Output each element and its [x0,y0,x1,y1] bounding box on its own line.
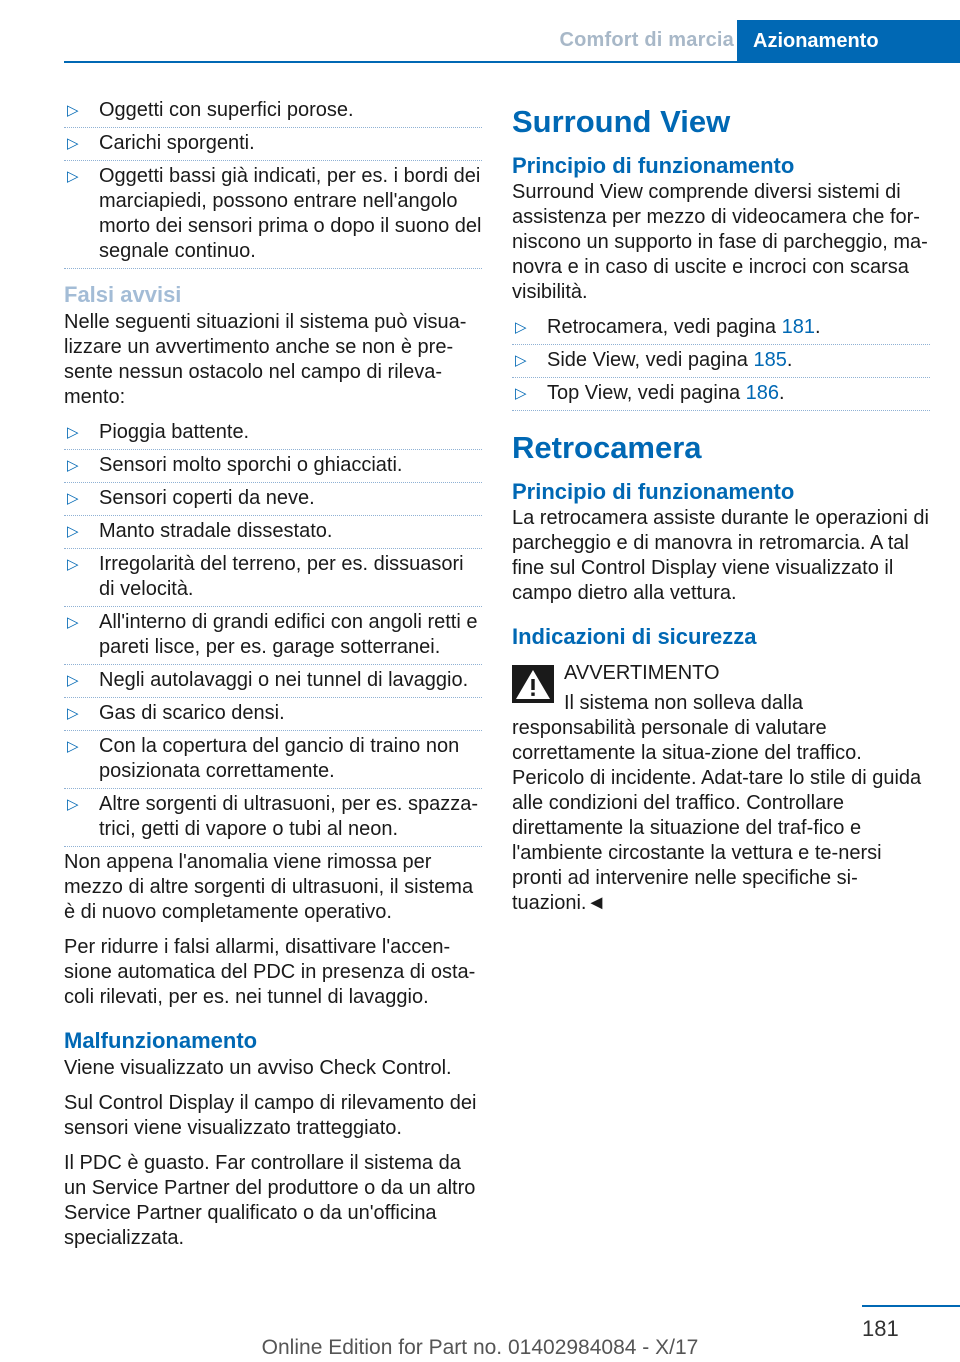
right-column [512,98,930,926]
item-separator [64,482,482,483]
list-item-end: . [786,349,793,371]
bullet-triangle-icon: ▷ [67,102,79,119]
item-separator [64,127,482,128]
list-item [64,610,482,660]
bullet-triangle-icon: ▷ [515,319,527,336]
list-item [64,453,482,478]
left-column [64,98,482,1261]
list-item-text: Oggetti con superfici porose. [99,99,354,121]
list-item-text: Retrocamera, vedi pagina [547,316,782,338]
warning-triangle-icon [512,665,554,703]
bullet-triangle-icon: ▷ [67,135,79,152]
list-item [64,701,482,726]
list-item-text: All'interno di grandi edifici con angoli retti e pareti lisce, per es. garage sotterranei. [99,611,478,658]
list-item-text: Side View, vedi pagina [547,349,754,371]
item-separator [64,268,482,269]
paragraph-restore: Non appena l'anomalia viene rimossa per mezzo di altre sorgenti di ultrasuoni, il sistema è di nuovo completamente operativo. [64,851,474,923]
heading-surround-view: Surround View [512,104,731,139]
page-reference-link[interactable]: 185 [753,349,787,371]
list-item [512,315,930,340]
malfunction-text-1: Viene visualizzato un avviso Check Control. [64,1057,452,1079]
list-item [64,668,482,693]
item-separator [64,606,482,607]
list-item [64,552,482,602]
list-item [64,519,482,544]
list-item-text: Irregolarità del terreno, per es. dissuasori di velocità. [99,553,464,600]
header-rule [64,61,960,63]
footer-rule [862,1305,960,1307]
list-item-text: Gas di scarico densi. [99,702,285,724]
list-item-text: Sensori molto sporchi o ghiacciati. [99,454,403,476]
list-item-end: . [814,316,821,338]
item-separator [64,548,482,549]
list-item [64,164,482,264]
header-section-title: Comfort di marcia [559,29,734,51]
list-item-text: Altre sorgenti di ultrasuoni, per es. spazza‐trici, getti di vapore o tubi al neon. [99,793,479,840]
bullet-triangle-icon: ▷ [67,796,79,813]
bullet-triangle-icon: ▷ [67,705,79,722]
list-item [64,98,482,123]
list-item-text: Top View, vedi pagina [547,382,746,404]
malfunction-text-2: Sul Control Display il campo di rilevamento dei sensori viene visualizzato tratteggiato. [64,1092,477,1139]
subheading-principio-rc: Principio di funzionamento [512,479,795,504]
list-item [64,792,482,842]
list-item-text: Sensori coperti da neve. [99,487,315,509]
bullet-triangle-icon: ▷ [515,385,527,402]
bullet-triangle-icon: ▷ [67,424,79,441]
bullet-list-objects [64,98,482,264]
falsi-avvisi-text: Nelle seguenti situazioni il sistema può visua‐lizzare un avvertimento anche se non è pre‐sente nessun ostacolo nel campo di rileva‐mento: [64,311,467,408]
item-separator [512,410,930,411]
heading-indicazioni-sicurezza: Indicazioni di sicurezza [512,624,757,649]
bullet-triangle-icon: ▷ [67,457,79,474]
heading-retrocamera: Retrocamera [512,430,702,465]
list-item-end: . [779,382,785,404]
edition-footer: Online Edition for Part no. 01402984084 - X/17 [261,1336,699,1359]
list-item-text: Manto stradale dissestato. [99,520,333,542]
warning-text: Il sistema non solleva dalla responsabilità personale di valutare correttamente la situa‐zione del traffico. Pericolo di incidente. Adat‐tare lo stile di guida alle condizioni del traffico. Controllare direttamente la situazione del traf‐fico e l'ambiente circostante la vettura e te‐nersi pronti ad intervenire nelle specifiche si‐tuazioni.◄ [512,692,922,914]
bullet-triangle-icon: ▷ [67,672,79,689]
list-item-text: Oggetti bassi già indicati, per es. i bordi dei marciapiedi, possono entrare nell'angolo morto dei sensori prima o dopo il suono del segnale continuo. [99,165,482,262]
malfunction-text-3: Il PDC è guasto. Far controllare il sistema da un Service Partner del produttore o da un altro Service Partner qualificato o da un'officina specializzata. [64,1152,476,1249]
page-reference-link[interactable]: 181 [781,316,815,338]
item-separator [512,344,930,345]
subheading-principio-sv: Principio di funzionamento [512,153,795,178]
item-separator [64,846,482,847]
header-tab: Azionamento [737,20,960,63]
page-number: 181 [862,1316,899,1341]
item-separator [64,449,482,450]
surround-view-list [512,315,930,406]
list-item-text: Pioggia battente. [99,421,250,443]
list-item [64,131,482,156]
list-item [64,486,482,511]
list-item-text: Negli autolavaggi o nei tunnel di lavaggio. [99,669,469,691]
item-separator [64,730,482,731]
bullet-triangle-icon: ▷ [515,352,527,369]
item-separator [64,788,482,789]
surround-view-text: Surround View comprende diversi sistemi di assistenza per mezzo di videocamera che for‐niscono un supporto in fase di parcheggio, ma‐novra e in caso di uscite e incroci con scarsa visibilità. [512,181,928,303]
bullet-triangle-icon: ▷ [67,556,79,573]
list-item [64,734,482,784]
heading-falsi-avvisi: Falsi avvisi [64,282,182,307]
paragraph-reduce-alarms: Per ridurre i falsi allarmi, disattivare l'accen‐sione automatica del PDC in presenza di osta‐coli rilevati, per es. nei tunnel di lavaggio. [64,936,476,1008]
list-item [64,420,482,445]
page-reference-link[interactable]: 186 [745,382,780,404]
list-item-text: Con la copertura del gancio di traino non posizionata correttamente. [99,735,460,782]
warning-block [512,661,930,686]
bullet-triangle-icon: ▷ [67,490,79,507]
bullet-triangle-icon: ▷ [67,168,79,185]
item-separator [512,377,930,378]
list-item [512,348,930,373]
item-separator [64,160,482,161]
list-item-text: Carichi sporgenti. [99,132,255,154]
item-separator [64,664,482,665]
retrocamera-text: La retrocamera assiste durante le operazioni di parcheggio e di manovra in retromarcia. A tal fine sul Control Display viene visualizzato il campo dietro alla vettura. [512,507,929,604]
bullet-triangle-icon: ▷ [67,523,79,540]
list-item [512,381,930,406]
bullet-triangle-icon: ▷ [67,614,79,631]
heading-malfunzionamento: Malfunzionamento [64,1028,258,1053]
bullet-list-situations [64,420,482,842]
item-separator [64,697,482,698]
bullet-triangle-icon: ▷ [67,738,79,755]
item-separator [64,515,482,516]
warning-label: AVVERTIMENTO [564,662,720,684]
